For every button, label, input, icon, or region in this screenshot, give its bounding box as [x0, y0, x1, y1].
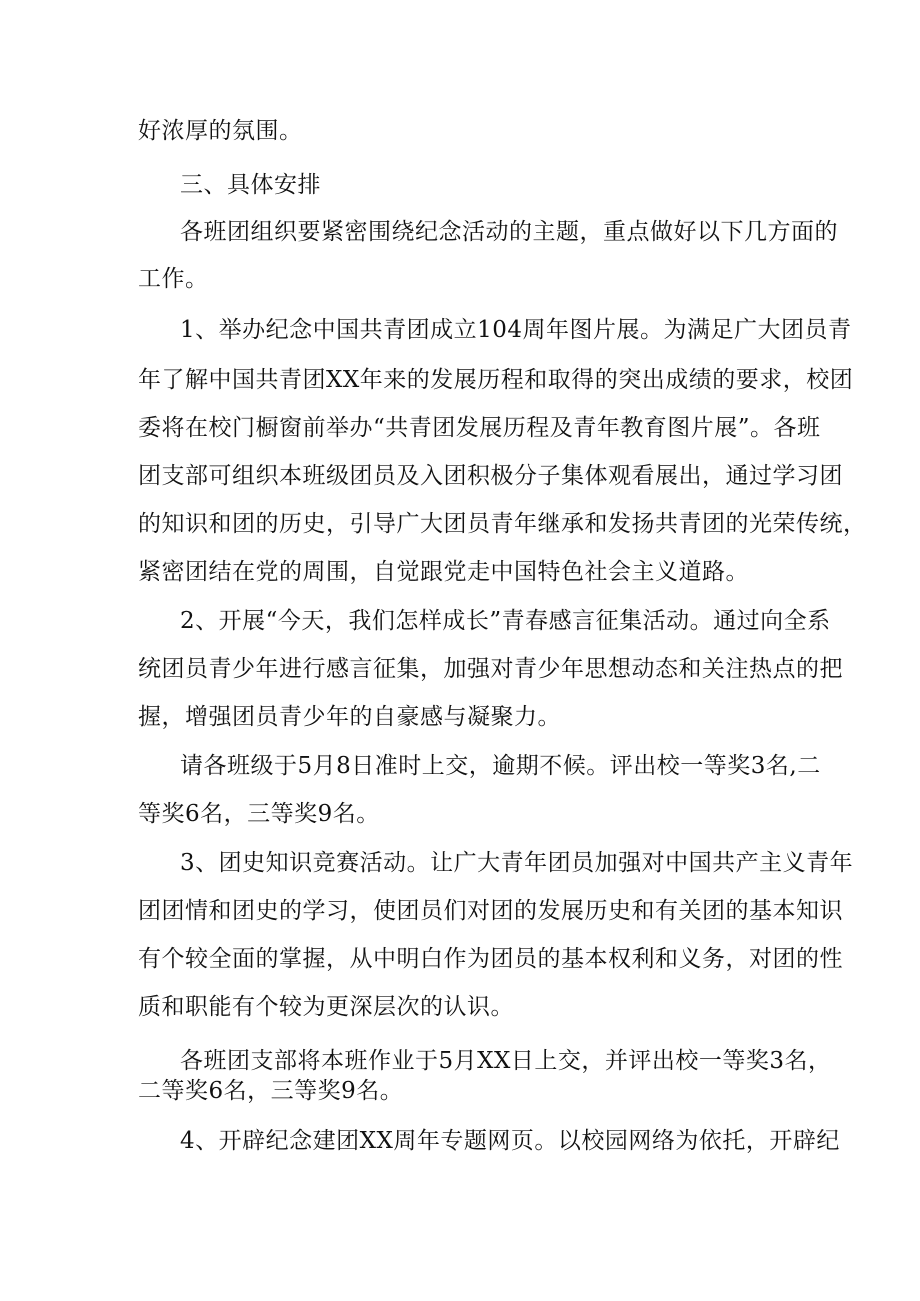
paragraph-line: 委将在校门橱窗前举办“共青团发展历程及青年教育图片展”。各班 [138, 415, 821, 441]
paragraph-line: 好浓厚的氛围。 [138, 118, 303, 144]
paragraph-line: 握，增强团员青少年的自豪感与凝聚力。 [138, 704, 561, 730]
paragraph-line: 年了解中国共青团XX年来的发展历程和取得的突出成绩的要求，校团 [138, 367, 854, 393]
paragraph-line: 4、开辟纪念建团XX周年专题网页。以校园网络为依托，开辟纪 [180, 1128, 840, 1154]
paragraph-line: 二等奖6名，三等奖9名。 [138, 1078, 404, 1104]
section-heading: 三、具体安排 [180, 172, 321, 198]
paragraph-line: 工作。 [138, 266, 209, 292]
paragraph-line: 等奖6名，三等奖9名。 [138, 801, 380, 827]
paragraph-line: 有个较全面的掌握，从中明白作为团员的基本权利和义务，对团的性 [138, 946, 843, 972]
paragraph-line: 团支部可组织本班级团员及入团积极分子集体观看展出，通过学习团 [138, 463, 843, 489]
paragraph-line: 紧密团结在党的周围，自觉跟党走中国特色社会主义道路。 [138, 559, 749, 585]
paragraph-line: 的知识和团的历史，引导广大团员青年继承和发扬共青团的光荣传统， [138, 511, 867, 537]
paragraph-line: 统团员青少年进行感言征集，加强对青少年思想动态和关注热点的把 [138, 656, 843, 682]
paragraph-line: 请各班级于5月8日准时上交，逾期不候。评出校一等奖3名,二 [180, 753, 821, 779]
paragraph-line: 2、开展“今天，我们怎样成长”青春感言征集活动。通过向全系 [180, 608, 831, 634]
paragraph-line: 1、举办纪念中国共青团成立104周年图片展。为满足广大团员青 [180, 317, 852, 343]
paragraph-line: 各班团支部将本班作业于5月XX日上交，并评出校一等奖3名， [180, 1048, 832, 1074]
paragraph-line: 各班团组织要紧密围绕纪念活动的主题，重点做好以下几方面的 [180, 219, 838, 245]
paragraph-line: 3、团史知识竞赛活动。让广大青年团员加强对中国共产主义青年 [180, 850, 854, 876]
paragraph-line: 团团情和团史的学习，使团员们对团的发展历史和有关团的基本知识 [138, 898, 843, 924]
paragraph-line: 质和职能有个较为更深层次的认识。 [138, 994, 514, 1020]
